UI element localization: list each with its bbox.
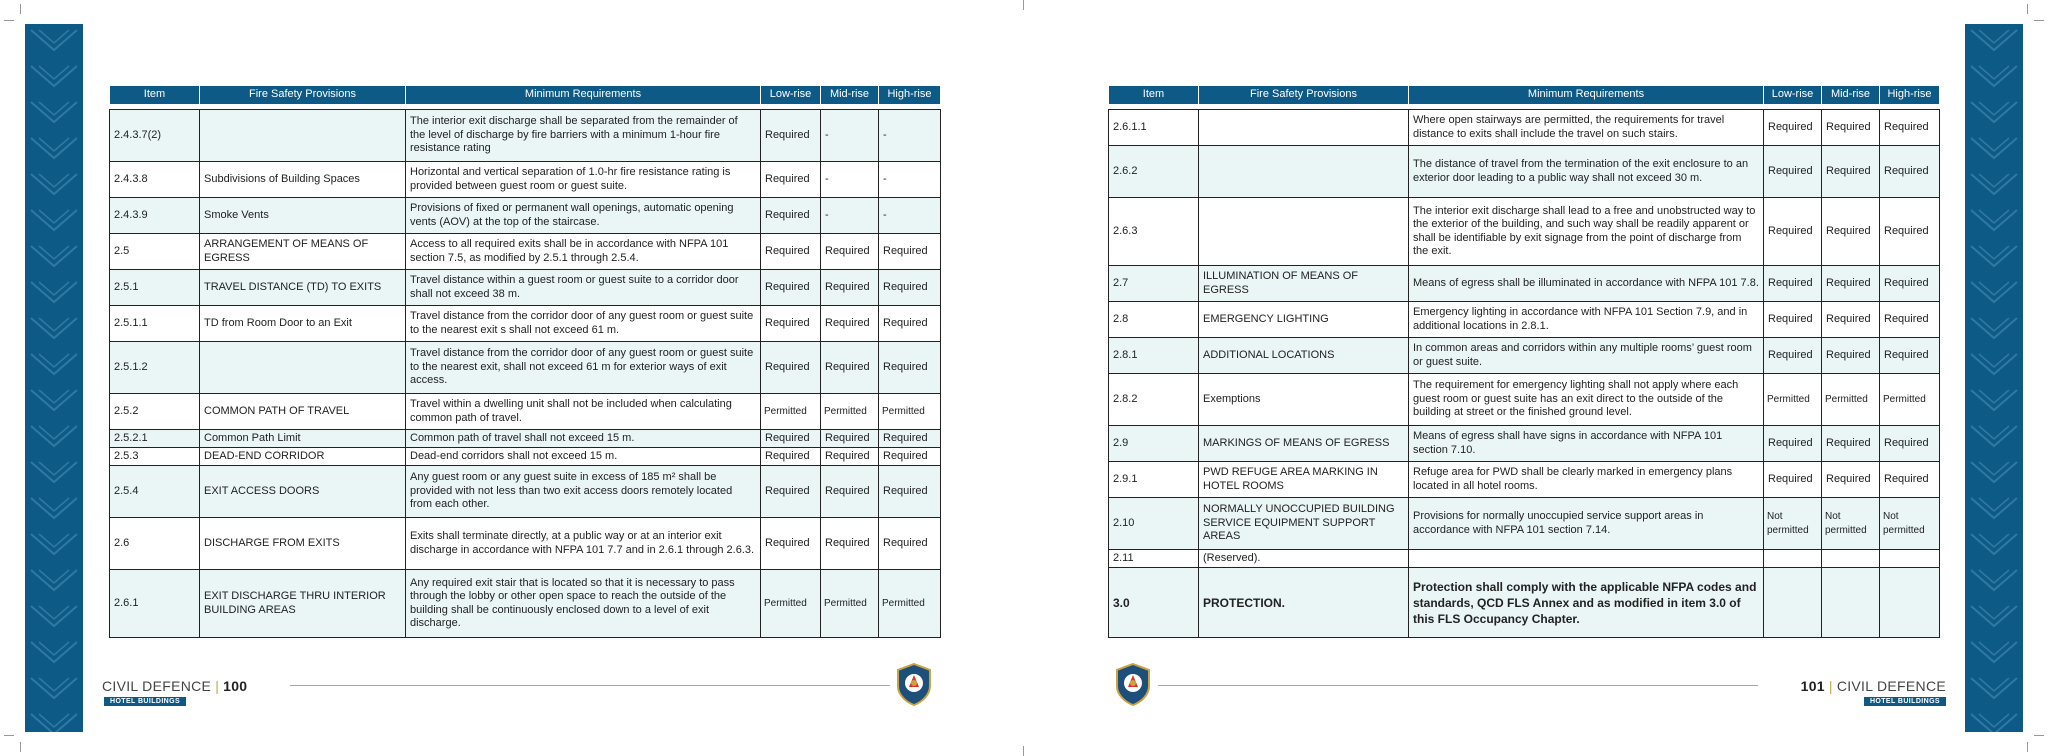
- table-row: [1109, 338, 1940, 374]
- cell-provision: NORMALLY UNOCCUPIED BUILDING SERVICE EQUIPMENT SUPPORT AREAS: [1199, 498, 1409, 550]
- cell-item: 2.6.1: [110, 570, 200, 638]
- cell-item: 2.6.3: [1109, 198, 1199, 266]
- cell-requirement: Dead-end corridors shall not exceed 15 m.: [406, 448, 761, 466]
- table-row: [110, 430, 941, 448]
- cell-high-rise: Required: [879, 466, 941, 518]
- cell-provision: [200, 342, 406, 394]
- cell-requirement: Any guest room or any guest suite in excess of 185 m² shall be provided with not less than two exit access doors remotely located from each other.: [406, 466, 761, 518]
- footer-separator: |: [215, 678, 220, 694]
- cell-item: 2.7: [1109, 266, 1199, 302]
- footer-rule: [1158, 685, 1758, 686]
- crop-mark: [2027, 742, 2028, 752]
- cell-provision: PWD REFUGE AREA MARKING IN HOTEL ROOMS: [1199, 462, 1409, 498]
- cell-provision: [1199, 198, 1409, 266]
- cell-requirement: Horizontal and vertical separation of 1.0-hr fire resistance rating is provided between guest room or guest suite.: [406, 162, 761, 198]
- cell-requirement: The interior exit discharge shall lead to a free and unobstructed way to the exterior of the building, and such way shall be readily apparent or shall be identifiable by exit signage from the point of discharge from the exit.: [1409, 198, 1764, 266]
- table-row: [1109, 462, 1940, 498]
- header-high-rise: High-rise: [879, 86, 941, 105]
- table-row: [1109, 266, 1940, 302]
- cell-item: 2.5.1.1: [110, 306, 200, 342]
- cell-high-rise: Required: [879, 270, 941, 306]
- cell-low-rise: Required: [1764, 462, 1822, 498]
- footer-section-tag: HOTEL BUILDINGS: [1864, 697, 1946, 706]
- cell-requirement: Travel within a dwelling unit shall not be included when calculating common path of travel.: [406, 394, 761, 430]
- cell-mid-rise: [1822, 568, 1880, 638]
- crop-mark: [20, 4, 21, 14]
- cell-mid-rise: -: [821, 110, 879, 162]
- table-row: [110, 198, 941, 234]
- cell-mid-rise: Required: [1822, 266, 1880, 302]
- cell-requirement: In common areas and corridors within any multiple rooms’ guest room or guest suite.: [1409, 338, 1764, 374]
- crop-mark: [20, 742, 21, 752]
- table-row: [110, 270, 941, 306]
- cell-requirement: Emergency lighting in accordance with NFPA 101 Section 7.9, and in additional locations in 2.8.1.: [1409, 302, 1764, 338]
- header-mid-rise: Mid-rise: [821, 86, 879, 105]
- cell-mid-rise: Required: [821, 466, 879, 518]
- cell-mid-rise: Required: [1822, 338, 1880, 374]
- table-row: [1109, 110, 1940, 146]
- cell-low-rise: Required: [761, 518, 821, 570]
- cell-high-rise: Required: [1880, 426, 1940, 462]
- footer-brand: CIVIL DEFENCE: [102, 678, 212, 694]
- table-row: [1109, 498, 1940, 550]
- cell-provision: (Reserved).: [1199, 550, 1409, 568]
- table-row: [1109, 198, 1940, 266]
- table-row: [110, 342, 941, 394]
- cell-mid-rise: Required: [1822, 462, 1880, 498]
- cell-mid-rise: Required: [821, 270, 879, 306]
- page-number: 101: [1800, 678, 1825, 694]
- cell-high-rise: Required: [1880, 266, 1940, 302]
- cell-high-rise: -: [879, 110, 941, 162]
- cell-item: 2.8: [1109, 302, 1199, 338]
- cell-provision: Subdivisions of Building Spaces: [200, 162, 406, 198]
- cell-low-rise: Required: [761, 430, 821, 448]
- cell-mid-rise: Required: [1822, 198, 1880, 266]
- fire-safety-table-right: [1108, 85, 1940, 638]
- cell-low-rise: Required: [761, 198, 821, 234]
- table-header-row: [1109, 86, 1940, 105]
- header-high-rise: High-rise: [1880, 86, 1940, 105]
- crop-mark: [1023, 746, 1024, 756]
- side-pattern-band: [1965, 24, 2023, 732]
- cell-item: 2.4.3.9: [110, 198, 200, 234]
- cell-item: 2.5.3: [110, 448, 200, 466]
- cell-low-rise: Required: [1764, 338, 1822, 374]
- cell-high-rise: Required: [879, 448, 941, 466]
- header-requirement: Minimum Requirements: [1409, 86, 1764, 105]
- cell-high-rise: Required: [1880, 146, 1940, 198]
- crop-mark: [2027, 4, 2028, 14]
- cell-provision: [1199, 110, 1409, 146]
- cell-low-rise: Required: [1764, 146, 1822, 198]
- crop-mark: [4, 20, 14, 21]
- cell-requirement: Means of egress shall have signs in accordance with NFPA 101 section 7.10.: [1409, 426, 1764, 462]
- cell-mid-rise: -: [821, 198, 879, 234]
- cell-mid-rise: Required: [821, 448, 879, 466]
- cell-item: 3.0: [1109, 568, 1199, 638]
- cell-provision: [1199, 146, 1409, 198]
- cell-high-rise: Required: [1880, 110, 1940, 146]
- cell-item: 2.6.1.1: [1109, 110, 1199, 146]
- table-row: [1109, 302, 1940, 338]
- cell-requirement: Where open stairways are permitted, the requirements for travel distance to exits shall include the travel on such stairs.: [1409, 110, 1764, 146]
- cell-high-rise: Required: [1880, 338, 1940, 374]
- cell-mid-rise: Required: [821, 518, 879, 570]
- side-pattern-band: [25, 24, 83, 732]
- cell-low-rise: Required: [761, 306, 821, 342]
- cell-item: 2.5.2: [110, 394, 200, 430]
- table-row: [110, 518, 941, 570]
- cell-high-rise: Required: [879, 306, 941, 342]
- cell-item: 2.4.3.7(2): [110, 110, 200, 162]
- cell-item: 2.8.1: [1109, 338, 1199, 374]
- cell-item: 2.6.2: [1109, 146, 1199, 198]
- cell-low-rise: Required: [761, 342, 821, 394]
- cell-low-rise: Required: [1764, 266, 1822, 302]
- cell-low-rise: Permitted: [1764, 374, 1822, 426]
- cell-provision: ADDITIONAL LOCATIONS: [1199, 338, 1409, 374]
- table-row: [1109, 568, 1940, 638]
- footer-section-tag: HOTEL BUILDINGS: [104, 697, 186, 706]
- cell-high-rise: [1880, 568, 1940, 638]
- footer-title-left: [102, 678, 247, 694]
- cell-mid-rise: [1822, 550, 1880, 568]
- cell-high-rise: -: [879, 162, 941, 198]
- cell-low-rise: Required: [1764, 426, 1822, 462]
- cell-high-rise: Permitted: [879, 394, 941, 430]
- cell-low-rise: Not permitted: [1764, 498, 1822, 550]
- cell-high-rise: Permitted: [879, 570, 941, 638]
- cell-mid-rise: Permitted: [821, 394, 879, 430]
- crop-mark: [2034, 20, 2044, 21]
- cell-mid-rise: Required: [821, 430, 879, 448]
- table-row: [1109, 374, 1940, 426]
- header-item: Item: [1109, 86, 1199, 105]
- page-number: 100: [223, 678, 248, 694]
- table-row: [110, 162, 941, 198]
- cell-low-rise: [1764, 568, 1822, 638]
- cell-provision: EXIT DISCHARGE THRU INTERIOR BUILDING AREAS: [200, 570, 406, 638]
- cell-provision: PROTECTION.: [1199, 568, 1409, 638]
- cell-requirement: [1409, 550, 1764, 568]
- crop-mark: [2034, 735, 2044, 736]
- cell-requirement: Provisions for normally unoccupied service support areas in accordance with NFPA 101 section 7.14.: [1409, 498, 1764, 550]
- table-row: [110, 306, 941, 342]
- header-provision: Fire Safety Provisions: [1199, 86, 1409, 105]
- cell-item: 2.10: [1109, 498, 1199, 550]
- cell-provision: Common Path Limit: [200, 430, 406, 448]
- table-header-row: [110, 86, 941, 105]
- cell-high-rise: Required: [1880, 302, 1940, 338]
- cell-requirement: Exits shall terminate directly, at a public way or at an interior exit discharge in accordance with NFPA 101 7.7 and in 2.6.1 through 2.6.3.: [406, 518, 761, 570]
- cell-low-rise: Required: [761, 466, 821, 518]
- cell-low-rise: [1764, 550, 1822, 568]
- cell-low-rise: Required: [1764, 110, 1822, 146]
- cell-mid-rise: Not permitted: [1822, 498, 1880, 550]
- cell-requirement: The distance of travel from the termination of the exit enclosure to an exterior door leading to a public way shall not exceed 30 m.: [1409, 146, 1764, 198]
- cell-high-rise: Required: [879, 430, 941, 448]
- cell-item: 2.11: [1109, 550, 1199, 568]
- civil-defence-emblem-icon: [1114, 662, 1152, 706]
- table-row: [110, 448, 941, 466]
- cell-requirement: Travel distance from the corridor door of any guest room or guest suite to the nearest exit, shall not exceed 61 m for exterior ways of exit access.: [406, 342, 761, 394]
- table-row: [110, 394, 941, 430]
- header-item: Item: [110, 86, 200, 105]
- cell-provision: MARKINGS OF MEANS OF EGRESS: [1199, 426, 1409, 462]
- cell-high-rise: Required: [879, 518, 941, 570]
- cell-high-rise: Required: [1880, 462, 1940, 498]
- header-mid-rise: Mid-rise: [1822, 86, 1880, 105]
- footer-separator: |: [1828, 678, 1833, 694]
- cell-requirement: Means of egress shall be illuminated in accordance with NFPA 101 7.8.: [1409, 266, 1764, 302]
- cell-mid-rise: Required: [821, 342, 879, 394]
- cell-provision: EXIT ACCESS DOORS: [200, 466, 406, 518]
- cell-provision: DEAD-END CORRIDOR: [200, 448, 406, 466]
- cell-item: 2.6: [110, 518, 200, 570]
- crop-mark: [1023, 0, 1024, 10]
- footer-rule: [290, 685, 890, 686]
- cell-requirement: Travel distance within a guest room or guest suite to a corridor door shall not exceed 38 m.: [406, 270, 761, 306]
- table-row: [110, 570, 941, 638]
- cell-high-rise: [1880, 550, 1940, 568]
- cell-provision: Smoke Vents: [200, 198, 406, 234]
- cell-low-rise: Permitted: [761, 394, 821, 430]
- fire-safety-table-left: [109, 85, 941, 638]
- table-row: [110, 110, 941, 162]
- cell-item: 2.5.1.2: [110, 342, 200, 394]
- table-row: [1109, 426, 1940, 462]
- cell-requirement: Refuge area for PWD shall be clearly marked in emergency plans located in all hotel rooms.: [1409, 462, 1764, 498]
- cell-mid-rise: -: [821, 162, 879, 198]
- cell-high-rise: Required: [879, 342, 941, 394]
- cell-high-rise: Not permitted: [1880, 498, 1940, 550]
- cell-low-rise: Required: [761, 110, 821, 162]
- header-requirement: Minimum Requirements: [406, 86, 761, 105]
- cell-provision: DISCHARGE FROM EXITS: [200, 518, 406, 570]
- cell-item: 2.5.2.1: [110, 430, 200, 448]
- cell-low-rise: Required: [761, 270, 821, 306]
- cell-low-rise: Required: [761, 448, 821, 466]
- header-provision: Fire Safety Provisions: [200, 86, 406, 105]
- cell-mid-rise: Permitted: [821, 570, 879, 638]
- cell-item: 2.5.4: [110, 466, 200, 518]
- cell-requirement: The interior exit discharge shall be separated from the remainder of the level of discharge by fire barriers with a minimum 1-hour fire resistance rating: [406, 110, 761, 162]
- cell-high-rise: Permitted: [1880, 374, 1940, 426]
- cell-mid-rise: Required: [1822, 426, 1880, 462]
- cell-low-rise: Required: [1764, 198, 1822, 266]
- crop-mark: [4, 735, 14, 736]
- cell-item: 2.9: [1109, 426, 1199, 462]
- table-row: [110, 466, 941, 518]
- cell-requirement: Provisions of fixed or permanent wall openings, automatic opening vents (AOV) at the top of the staircase.: [406, 198, 761, 234]
- cell-mid-rise: Required: [821, 306, 879, 342]
- cell-high-rise: Required: [879, 234, 941, 270]
- cell-provision: ILLUMINATION OF MEANS OF EGRESS: [1199, 266, 1409, 302]
- cell-item: 2.4.3.8: [110, 162, 200, 198]
- cell-low-rise: Required: [1764, 302, 1822, 338]
- cell-mid-rise: Required: [1822, 302, 1880, 338]
- cell-low-rise: Required: [761, 162, 821, 198]
- table-row: [1109, 550, 1940, 568]
- civil-defence-emblem-icon: [895, 662, 933, 706]
- table-row: [1109, 146, 1940, 198]
- cell-requirement: Common path of travel shall not exceed 15 m.: [406, 430, 761, 448]
- header-low-rise: Low-rise: [1764, 86, 1822, 105]
- cell-provision: [200, 110, 406, 162]
- cell-provision: Exemptions: [1199, 374, 1409, 426]
- header-low-rise: Low-rise: [761, 86, 821, 105]
- cell-mid-rise: Required: [1822, 110, 1880, 146]
- cell-mid-rise: Required: [1822, 146, 1880, 198]
- cell-low-rise: Required: [761, 234, 821, 270]
- cell-high-rise: -: [879, 198, 941, 234]
- cell-requirement: Protection shall comply with the applicable NFPA codes and standards, QCD FLS Annex and as modified in item 3.0 of this FLS Occupancy Chapter.: [1409, 568, 1764, 638]
- cell-requirement: Access to all required exits shall be in accordance with NFPA 101 section 7.5, as modified by 2.5.1 through 2.5.4.: [406, 234, 761, 270]
- cell-high-rise: Required: [1880, 198, 1940, 266]
- cell-item: 2.9.1: [1109, 462, 1199, 498]
- cell-requirement: Travel distance from the corridor door of any guest room or guest suite to the nearest exit s shall not exceed 61 m.: [406, 306, 761, 342]
- cell-item: 2.5.1: [110, 270, 200, 306]
- cell-item: 2.5: [110, 234, 200, 270]
- footer-title-right: [1801, 678, 1946, 694]
- cell-item: 2.8.2: [1109, 374, 1199, 426]
- cell-provision: TD from Room Door to an Exit: [200, 306, 406, 342]
- cell-mid-rise: Required: [821, 234, 879, 270]
- cell-low-rise: Permitted: [761, 570, 821, 638]
- cell-requirement: The requirement for emergency lighting shall not apply where each guest room or guest suite has an exit direct to the outside of the building at street or the finished ground level.: [1409, 374, 1764, 426]
- cell-requirement: Any required exit stair that is located so that it is necessary to pass through the lobby or other open space to reach the outside of the building shall be continuously enclosed down to a level of exit discharge.: [406, 570, 761, 638]
- table-row: [110, 234, 941, 270]
- cell-provision: ARRANGEMENT OF MEANS OF EGRESS: [200, 234, 406, 270]
- cell-provision: COMMON PATH OF TRAVEL: [200, 394, 406, 430]
- cell-provision: TRAVEL DISTANCE (TD) TO EXITS: [200, 270, 406, 306]
- cell-mid-rise: Permitted: [1822, 374, 1880, 426]
- cell-provision: EMERGENCY LIGHTING: [1199, 302, 1409, 338]
- footer-brand: CIVIL DEFENCE: [1836, 678, 1946, 694]
